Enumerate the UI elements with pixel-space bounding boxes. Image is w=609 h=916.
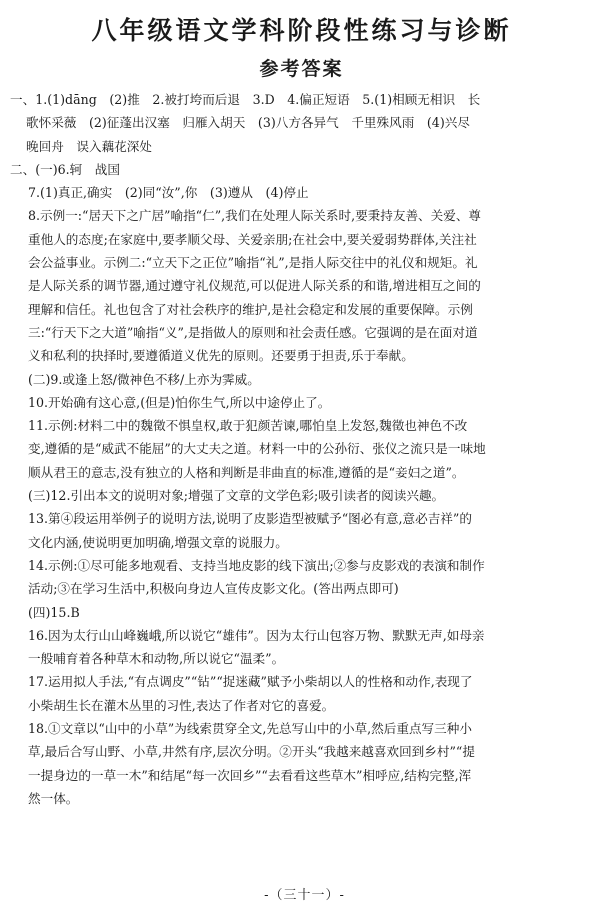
text-line: 然一体。 bbox=[28, 790, 79, 806]
text-line: (三)12.引出本文的说明对象;增强了文章的文学色彩;吸引读者的阅读兴趣。 bbox=[28, 488, 445, 504]
text-line: 是人际关系的调节器,通过遵守礼仪规范,可以促进人际关系的和谐,增进相互之间的 bbox=[28, 278, 481, 294]
text-line: 一提身边的一草一木”和结尾“每一次回乡”“去看看这些草木”相呼应,结构完整,浑 bbox=[28, 767, 472, 783]
page-subtitle: 参考答案 bbox=[259, 58, 344, 80]
text-line: 晚回舟 误入藕花深处 bbox=[26, 138, 152, 154]
text-line: 三:“行天下之大道”喻指“义”,是指做人的原则和社会责任感。它强调的是在面对道 bbox=[28, 324, 478, 340]
text-line: 18.①文章以“山中的小草”为线索贯穿全文,先总写山中的小草,然后重点写三种小 bbox=[28, 721, 472, 737]
text-line: 会公益事业。示例二:“立天下之正位”喻指“礼”,是指人际交往中的礼仪和规矩。礼 bbox=[28, 255, 478, 271]
page-number: -（三十一）- bbox=[264, 888, 345, 903]
text-line: 一、1.(1)dāng (2)推 2.被打垮而后退 3.D 4.偏正短语 5.(1)相顾无相识 长 bbox=[10, 92, 481, 107]
text-line: 歌怀采薇 (2)征蓬出汉塞 归雁入胡天 (3)八方各异气 千里殊风雨 (4)兴尽 bbox=[26, 115, 470, 131]
text-line: (二)9.或逢上怒/微神色不移/上亦为霁威。 bbox=[28, 371, 260, 387]
text-line: 二、(一)6.轲 战国 bbox=[10, 161, 120, 177]
text-line: 7.(1)真正,确实 (2)同“汝”,你 (3)遵从 (4)停止 bbox=[28, 185, 309, 201]
text-line: 重他人的态度;在家庭中,要孝顺父母、关爱亲朋;在社会中,要关爱弱势群体,关注社 bbox=[28, 231, 477, 247]
text-line: 文化内涵,使说明更加明确,增强文章的说服力。 bbox=[28, 534, 288, 550]
text-line: 11.示例:材料二中的魏徵不惧皇权,敢于犯颜苦谏,哪怕皇上发怒,魏徵也神色不改 bbox=[28, 418, 468, 434]
text-line: 草,最后合写山野、小草,井然有序,层次分明。②开头“我越来越喜欢回到乡村”“提 bbox=[28, 744, 475, 760]
text-line: 顺从君王的意志,没有独立的人格和判断是非曲直的标准,遵循的是“妾妇之道”。 bbox=[28, 464, 465, 480]
text-line: 一般哺育着各种草木和动物,所以说它“温柔”。 bbox=[28, 651, 285, 667]
text-line: 理解和信任。礼也包含了对社会秩序的维护,是社会稳定和发展的重要保障。示例 bbox=[28, 301, 473, 317]
answer-content bbox=[10, 88, 593, 810]
text-line: 活动;③在学习生活中,积极向身边人宣传皮影文化。(答出两点即可) bbox=[28, 581, 399, 597]
text-line: 8.示例一:“居天下之广居”喻指“仁”,我们在处理人际关系时,要秉持友善、关爱、尊 bbox=[28, 208, 482, 224]
text-line: 小柴胡生长在灌木丛里的习性,表达了作者对它的喜爱。 bbox=[28, 697, 335, 713]
text-line: 变,遵循的是“威武不能屈”的大丈夫之道。材料一中的公孙衍、张仪之流只是一味地 bbox=[28, 441, 486, 457]
text-line: 13.第④段运用举例子的说明方法,说明了皮影造型被赋予“图必有意,意必吉祥”的 bbox=[28, 511, 472, 527]
page-title: 八年级语文学科阶段性练习与诊断 bbox=[91, 16, 512, 45]
text-line: 17.运用拟人手法,“有点调皮”“钻”“捉迷藏”赋予小柴胡以人的性格和动作,表现了 bbox=[28, 674, 473, 690]
text-line: 10.开始确有这心意,(但是)怕你生气,所以中途停止了。 bbox=[28, 394, 331, 410]
text-line: 14.示例:①尽可能多地观看、支持当地皮影的线下演出;②参与皮影戏的表演和制作 bbox=[28, 557, 485, 573]
text-line: 义和私利的抉择时,要遵循道义优先的原则。还要勇于担责,乐于奉献。 bbox=[28, 348, 414, 364]
text-line: (四)15.B bbox=[28, 604, 80, 620]
text-line: 16.因为太行山山峰巍峨,所以说它“雄伟”。因为太行山包容万物、默默无声,如母亲 bbox=[28, 627, 485, 643]
